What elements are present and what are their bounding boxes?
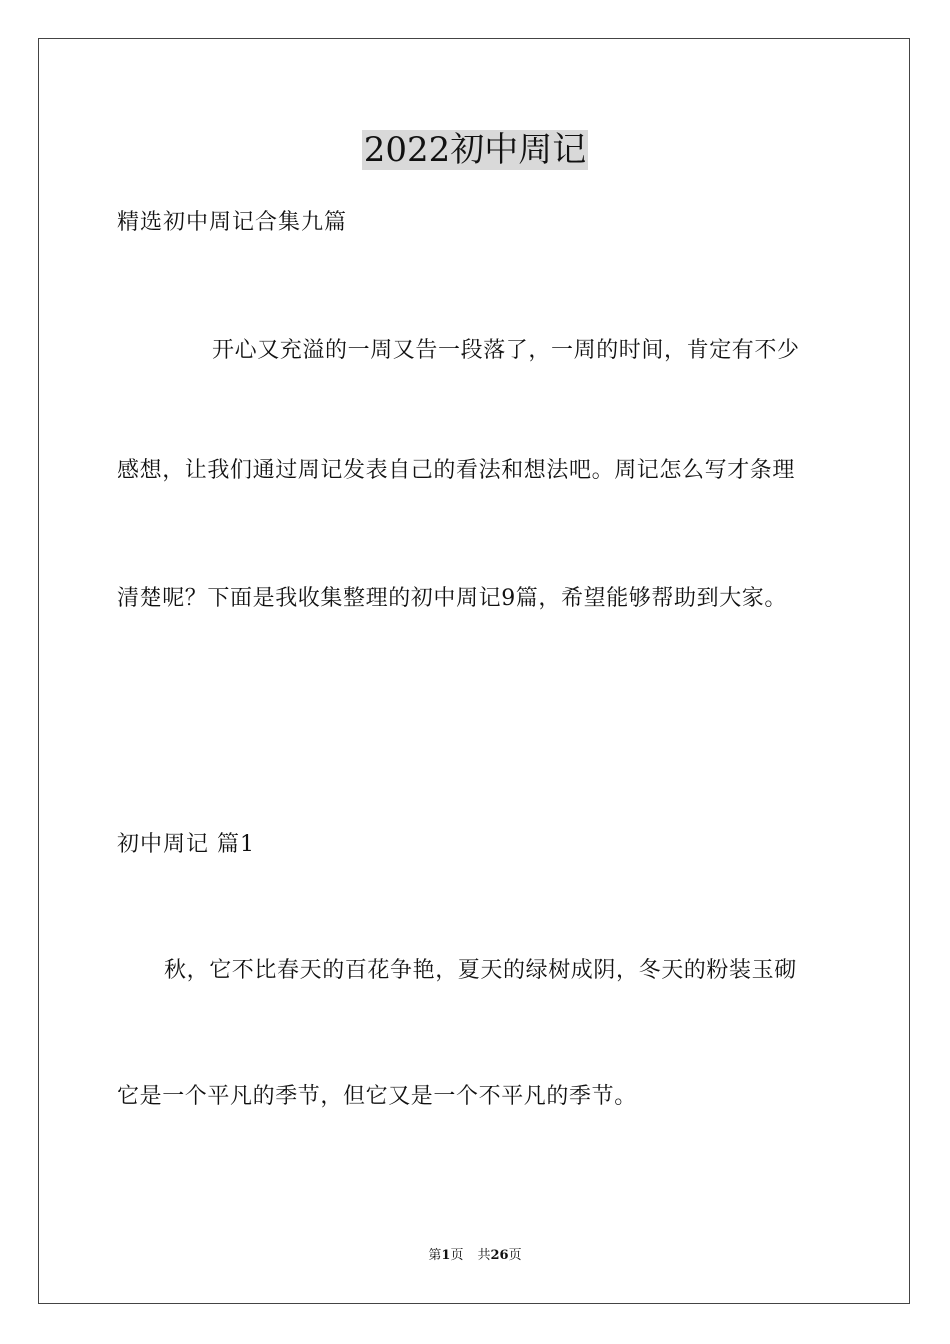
section-heading: 初中周记 篇1 xyxy=(117,832,255,857)
page-footer xyxy=(0,1246,950,1266)
section-line-1: 秋，它不比春天的百花争艳，夏天的绿树成阴，冬天的粉装玉砌 xyxy=(164,958,797,983)
document-title-text: 2022初中周记 xyxy=(363,130,587,170)
intro-line-2: 感想，让我们通过周记发表自己的看法和想法吧。周记怎么写才条理 xyxy=(117,458,796,483)
footer-page-suffix: 页 xyxy=(450,1248,464,1263)
footer-total-suffix: 页 xyxy=(508,1248,522,1263)
intro-line-1: 开心又充溢的一周又告一段落了，一周的时间，肯定有不少 xyxy=(212,338,800,363)
footer-total-prefix: 共 xyxy=(477,1248,491,1263)
footer-page-prefix: 第 xyxy=(428,1248,442,1263)
document-subtitle: 精选初中周记合集九篇 xyxy=(117,210,348,235)
footer-page-number: 1 xyxy=(441,1248,451,1263)
intro-line-3: 清楚呢？下面是我收集整理的初中周记9篇，希望能够帮助到大家。 xyxy=(117,586,787,611)
section-line-2: 它是一个平凡的季节，但它又是一个不平凡的季节。 xyxy=(117,1084,637,1109)
document-title xyxy=(0,126,950,174)
footer-total-pages: 26 xyxy=(490,1248,509,1263)
